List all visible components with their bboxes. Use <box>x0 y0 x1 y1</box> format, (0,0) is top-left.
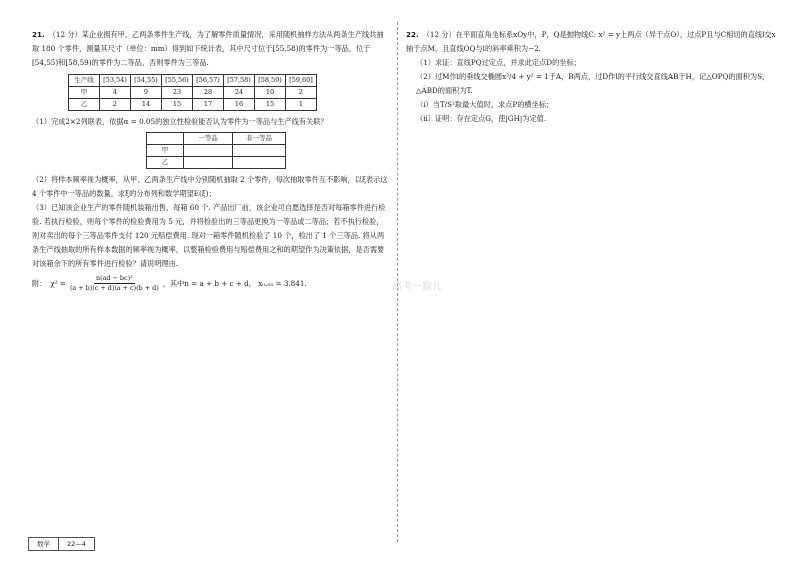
measurement-table <box>68 74 317 111</box>
contingency-blank-cell <box>233 145 286 157</box>
q22-part2: （2）过M作l的垂线交椭圆x²/4 + y² = 1于A，B两点，过D作l的平行线交直线AB于H，记△OPQ的面积为S，△ABD的面积为T. <box>416 72 770 95</box>
table-cell: 10 <box>255 87 286 99</box>
table-cell: 9 <box>131 87 162 99</box>
table-cell: 14 <box>131 99 162 111</box>
q21-intro <box>32 28 390 70</box>
chi-square-fraction <box>70 274 159 293</box>
table-cell: 2 <box>286 87 317 99</box>
table-row <box>147 145 286 157</box>
table-cell: 24 <box>224 87 255 99</box>
table-header-cell: [54,55) <box>131 75 162 87</box>
contingency-blank-cell <box>184 157 233 169</box>
q22-intro <box>406 28 780 56</box>
table-cell: 16 <box>224 99 255 111</box>
table-row-label: 乙 <box>69 99 100 111</box>
table-row-label: 甲 <box>69 87 100 99</box>
q22-intro-text: （12 分）在平面直角坐标系xOy中，P，Q是抛物线C: x² = y上两点（异于点O），过点P且与C相切的直线l交x轴于点M，且直线OQ与l的斜率乘积为−2. <box>406 30 776 53</box>
q21-part1: （1）完成2×2列联表，依据α = 0.05的独立性检验能否认为零件为一等品与生产线有关联？ <box>32 117 328 126</box>
q22-part1: （1）求证：直线PQ过定点，并求此定点D的坐标； <box>416 58 581 67</box>
footer-page-number: 22—4 <box>58 538 94 550</box>
contingency-header-cell <box>147 133 184 145</box>
q21-part2: （2）将样本频率视为概率，从甲、乙两条生产线中分别随机抽取 2 个零件，每次抽取零件互不影响，以ξ表示这 4 个零件中一等品的数量，求ξ的分布列和数学期望E(ξ)； <box>32 175 388 198</box>
table-cell: 4 <box>100 87 131 99</box>
table-header-cell: [58,59) <box>255 75 286 87</box>
contingency-blank-cell <box>184 145 233 157</box>
footer-subject: 数学 <box>37 540 50 548</box>
q22-part2-ii: （ii）证明：存在定点G，使|GH|为定值. <box>416 114 547 123</box>
q21-number: 21. <box>32 30 45 39</box>
table-row <box>69 87 317 99</box>
table-cell: 15 <box>255 99 286 111</box>
question-21 <box>32 28 390 293</box>
table-header-cell: [56,57) <box>193 75 224 87</box>
chi-square-lhs: χ² = <box>50 278 66 288</box>
fraction-numerator: n(ad − bc)² <box>95 274 133 282</box>
table-cell: 15 <box>162 99 193 111</box>
table-header-cell: 生产线 <box>69 75 100 87</box>
table-cell: 1 <box>286 99 317 111</box>
contingency-header-cell: 一等品 <box>184 133 233 145</box>
page-footer <box>28 537 95 551</box>
table-header-cell: [59,60] <box>286 75 317 87</box>
chi-square-formula <box>32 274 307 293</box>
table-cell: 17 <box>193 99 224 111</box>
contingency-header <box>147 133 286 145</box>
contingency-row-label: 甲 <box>147 145 184 157</box>
watermark: 高考一数儿 <box>392 282 442 293</box>
contingency-header-cell: 非一等品 <box>233 133 286 145</box>
contingency-row-label: 乙 <box>147 157 184 169</box>
table-header-cell: [57,58) <box>224 75 255 87</box>
table-header-cell: [55,56) <box>162 75 193 87</box>
contingency-table <box>146 132 286 169</box>
question-22 <box>406 28 780 126</box>
q22-number: 22. <box>406 30 419 39</box>
contingency-blank-cell <box>233 157 286 169</box>
measurement-table-header <box>69 75 317 87</box>
q22-part2-i: （i）当T/S²取最大值时，求点P的横坐标； <box>416 100 554 109</box>
table-cell: 23 <box>162 87 193 99</box>
table-cell: 2 <box>100 99 131 111</box>
fraction-denominator: (a + b)(c + d)(a + c)(b + d) <box>69 284 159 292</box>
table-row <box>147 157 286 169</box>
q21-intro-text: （12 分）某企业拥有甲、乙两条零件生产线，为了解零件质量情况，采用随机抽样方法从两条生产线共抽取 180 个零件，测量其尺寸（单位：mm）得到如下统计表，其中尺寸位于[55,58)的零件为一等品，位于[54,55)和[58,59)的零件为二等品，否则零件为三等品. <box>32 30 384 67</box>
q21-part3: （3）已知该企业生产的零件随机装箱出售，每箱 60 个. 产品出厂前，该企业可自愿选择是否对每箱零件进行检验. 若执行检验，则每个零件的检验费用为 5 元，并将检验出的三等品更换为一等品或二等品；若不执行检验，则对卖出的每个三等品零件支付 120 元赔偿费用. 现对一箱零件随机检验了 10 个，检出了 1 个三等品. 将从两条生产线抽取的所有样本数据的频率视为概率，以整箱检验费用与赔偿费用之和的期望作为决策依据，是否需要对该箱余下的所有零件进行检验？请说明理由. <box>32 203 386 268</box>
appendix-label: 附： <box>32 278 47 288</box>
table-header-cell: [53,54) <box>100 75 131 87</box>
table-cell: 28 <box>193 87 224 99</box>
table-row <box>69 99 317 111</box>
appendix-tail: ，其中n = a + b + c + d， x₀.₀₅ = 3.841. <box>162 278 307 288</box>
